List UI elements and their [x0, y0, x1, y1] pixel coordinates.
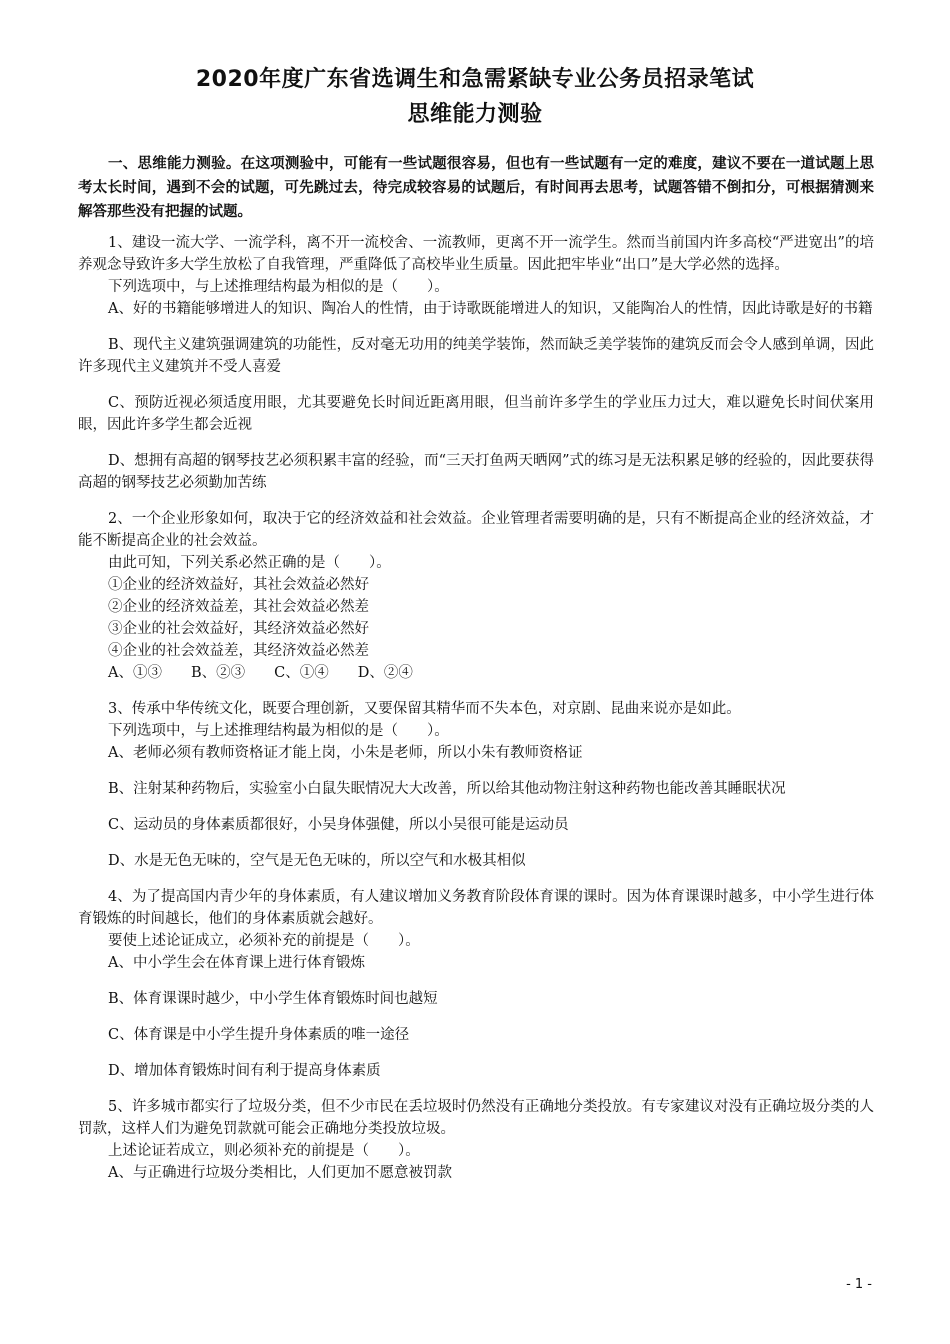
question-1-option-d: D、想拥有高超的钢琴技艺必须积累丰富的经验，而“三天打鱼两天晒网”式的练习是无法积累足够的经验的，因此要获得高超的钢琴技艺必须勤加苦练 [78, 453, 874, 491]
question-2-statement-3: ③企业的社会效益好，其经济效益必然好 [108, 621, 369, 637]
page-number: - 1 - [846, 1277, 872, 1292]
question-4-prompt: 要使上述论证成立，必须补充的前提是（ ）。 [108, 933, 420, 949]
question-1-stem: 1、建设一流大学、一流学科，离不开一流校舍、一流教师，更离不开一流学生。然而当前国内许多高校“严进宽出”的培养观念导致许多大学生放松了自我管理，严重降低了高校毕业生质量。因此把牢毕业“出口”是大学必然的选择。 [78, 235, 874, 273]
section-instructions: 一、思维能力测验。在这项测验中，可能有一些试题很容易，但也有一些试题有一定的难度，建议不要在一道试题上思考太长时间，遇到不会的试题，可先跳过去，待完成较容易的试题后，有时间再去思考，试题答错不倒扣分，可根据猜测来解答那些没有把握的试题。 [78, 156, 874, 220]
question-2-statement-1: ①企业的经济效益好，其社会效益必然好 [108, 577, 369, 593]
question-1-prompt: 下列选项中，与上述推理结构最为相似的是（ ）。 [108, 279, 449, 295]
questions-body [78, 232, 874, 1184]
question-3-option-a: A、老师必须有教师资格证才能上岗，小朱是老师，所以小朱有教师资格证 [108, 745, 583, 761]
title-line-2: 思维能力测验 [407, 102, 543, 127]
question-2-choices: A、①③ B、②③ C、①④ D、②④ [108, 665, 413, 681]
question-1-option-a: A、好的书籍能够增进人的知识、陶冶人的性情，由于诗歌既能增进人的知识，又能陶冶人的性情，因此诗歌是好的书籍 [108, 301, 873, 317]
question-4-option-a: A、中小学生会在体育课上进行体育锻炼 [108, 955, 365, 971]
question-3-option-d: D、水是无色无味的，空气是无色无味的，所以空气和水极其相似 [108, 853, 526, 869]
question-4-option-d: D、增加体育锻炼时间有利于提高身体素质 [108, 1063, 381, 1079]
question-5-option-a: A、与正确进行垃圾分类相比，人们更加不愿意被罚款 [108, 1165, 452, 1181]
title-line-1: 2020年度广东省选调生和急需紧缺专业公务员招录笔试 [195, 67, 755, 92]
question-3-option-b: B、注射某种药物后，实验室小白鼠失眠情况大大改善，所以给其他动物注射这种药物也能改善其睡眠状况 [108, 781, 786, 797]
question-3-prompt: 下列选项中，与上述推理结构最为相似的是（ ）。 [108, 723, 449, 739]
question-2-prompt: 由此可知，下列关系必然正确的是（ ）。 [108, 555, 391, 571]
question-4-option-c: C、体育课是中小学生提升身体素质的唯一途径 [108, 1027, 410, 1043]
question-2-statement-4: ④企业的社会效益差，其经济效益必然差 [108, 643, 369, 659]
question-3-option-c: C、运动员的身体素质都很好，小吴身体强健，所以小吴很可能是运动员 [108, 817, 569, 833]
question-5-prompt: 上述论证若成立，则必须补充的前提是（ ）。 [108, 1143, 420, 1159]
question-4-option-b: B、体育课课时越少，中小学生体育锻炼时间也越短 [108, 991, 438, 1007]
question-2-stem: 2、一个企业形象如何，取决于它的经济效益和社会效益。企业管理者需要明确的是，只有不断提高企业的经济效益，才能不断提高企业的社会效益。 [78, 511, 874, 549]
question-3-stem: 3、传承中华传统文化，既要合理创新，又要保留其精华而不失本色，对京剧、昆曲来说亦是如此。 [108, 701, 741, 717]
question-2-statement-2: ②企业的经济效益差，其社会效益必然差 [108, 599, 369, 615]
question-4-stem: 4、为了提高国内青少年的身体素质，有人建议增加义务教育阶段体育课的课时。因为体育课课时越多，中小学生进行体育锻炼的时间越长，他们的身体素质就会越好。 [78, 889, 874, 927]
question-1-option-c: C、预防近视必须适度用眼，尤其要避免长时间近距离用眼，但当前许多学生的学业压力过大，难以避免长时间伏案用眼，因此许多学生都会近视 [78, 395, 874, 433]
question-1-option-b: B、现代主义建筑强调建筑的功能性，反对毫无功用的纯美学装饰，然而缺乏美学装饰的建筑反而会令人感到单调，因此许多现代主义建筑并不受人喜爱 [78, 337, 874, 375]
question-5-stem: 5、许多城市都实行了垃圾分类，但不少市民在丢垃圾时仍然没有正确地分类投放。有专家建议对没有正确垃圾分类的人罚款，这样人们为避免罚款就可能会正确地分类投放垃圾。 [78, 1099, 874, 1137]
